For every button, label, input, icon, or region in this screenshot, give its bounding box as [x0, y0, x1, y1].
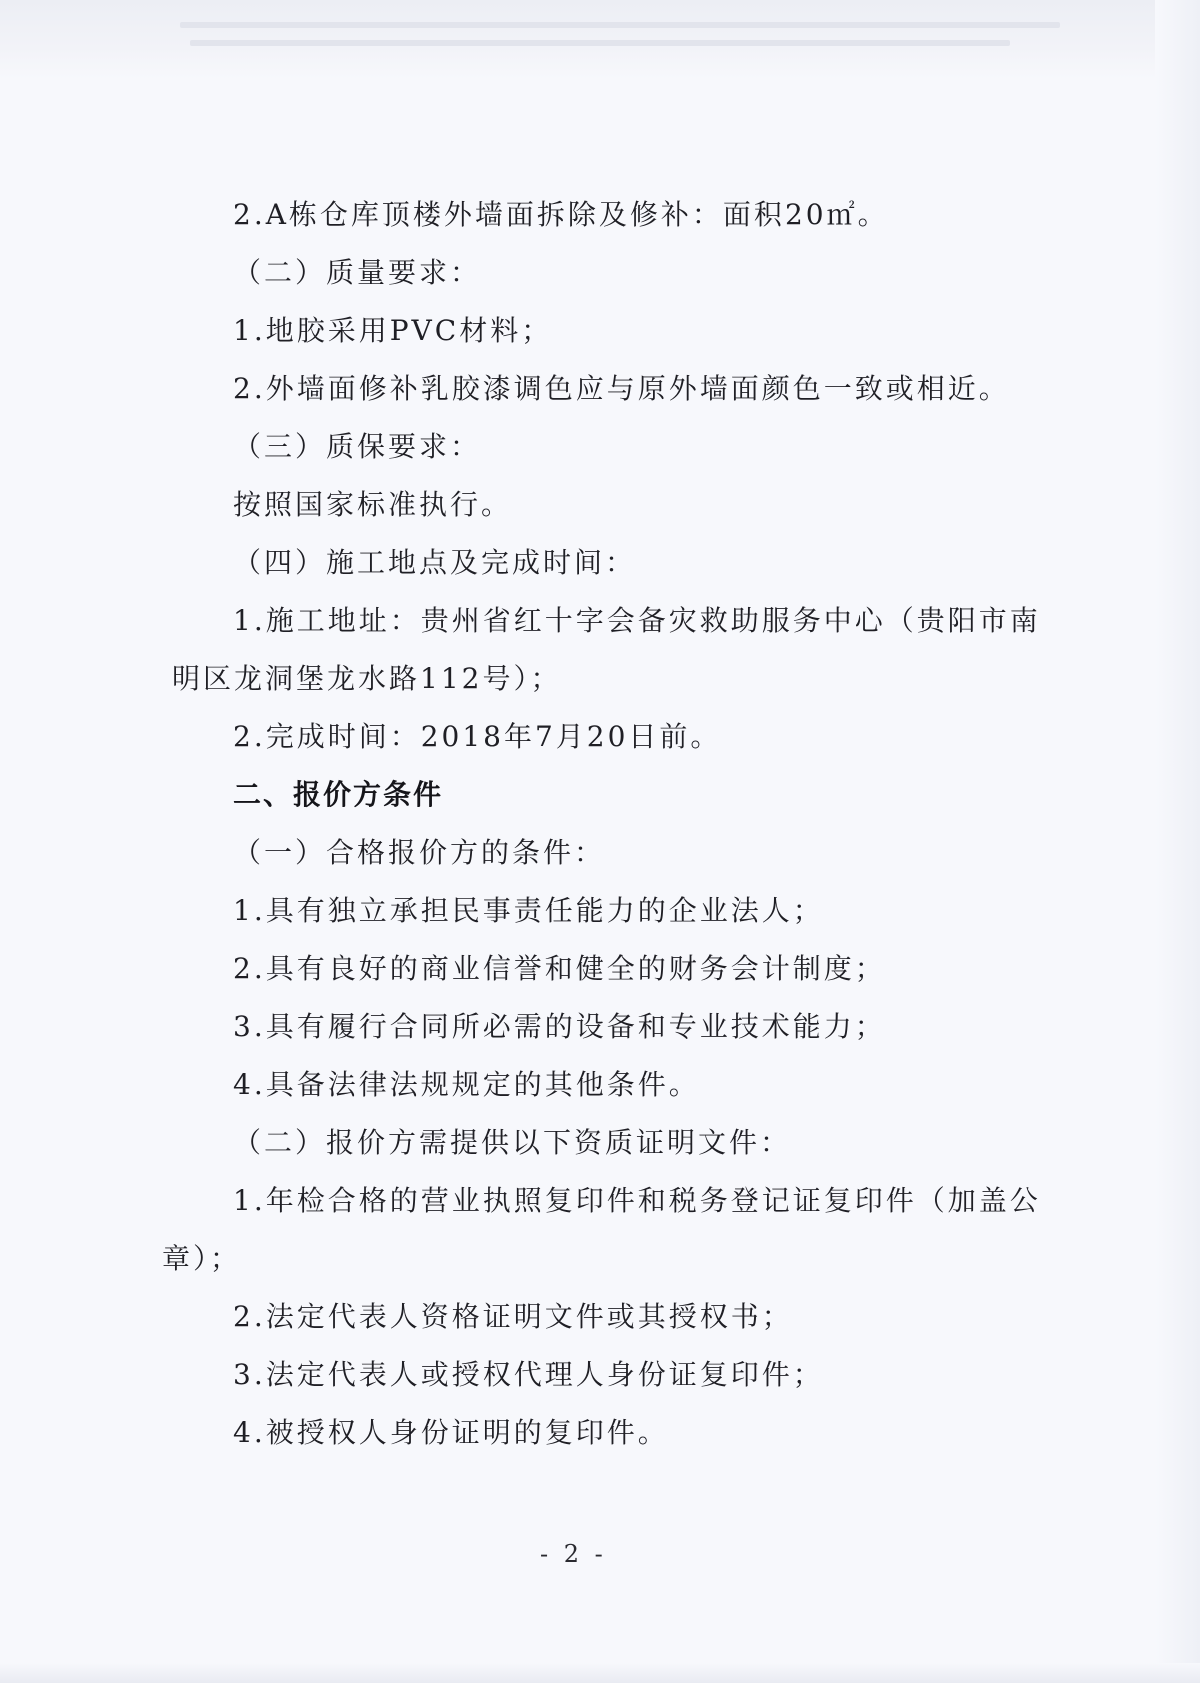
scan-top-artifact: [0, 0, 1200, 80]
body-line: 1.年检合格的营业执照复印件和税务登记证复印件（加盖公: [233, 1184, 1041, 1217]
ghost-text-line: [180, 22, 1060, 28]
body-line: 2.A栋仓库顶楼外墙面拆除及修补：面积20㎡。: [233, 198, 889, 231]
scan-right-edge: [1155, 0, 1200, 1683]
scan-bottom-edge: [0, 1663, 1200, 1683]
body-line: 2.具有良好的商业信誉和健全的财务会计制度；: [233, 952, 886, 985]
body-line: 2.完成时间：2018年7月20日前。: [233, 720, 722, 753]
body-line: 1.具有独立承担民事责任能力的企业法人；: [233, 894, 824, 927]
page-number: - 2 -: [540, 1540, 607, 1568]
body-line: 2.法定代表人资格证明文件或其授权书；: [233, 1300, 793, 1333]
body-line-continuation: 明区龙洞堡龙水路112号）；: [172, 662, 562, 695]
body-line: 2.外墙面修补乳胶漆调色应与原外墙面颜色一致或相近。: [233, 372, 1010, 405]
section-subheading: （二）质量要求：: [233, 256, 482, 289]
section-subheading: （一）合格报价方的条件：: [233, 836, 606, 869]
body-line: 1.施工地址：贵州省红十字会备灾救助服务中心（贵阳市南: [233, 604, 1041, 637]
section-subheading: （三）质保要求：: [233, 430, 482, 463]
body-line: 1.地胶采用PVC材料；: [233, 314, 553, 347]
body-line: 4.被授权人身份证明的复印件。: [233, 1416, 669, 1449]
body-line: 4.具备法律法规规定的其他条件。: [233, 1068, 700, 1101]
body-line-continuation: 章）；: [162, 1242, 242, 1275]
section-subheading: （四）施工地点及完成时间：: [233, 546, 637, 579]
section-heading: 二、报价方条件: [233, 778, 444, 811]
section-subheading: （二）报价方需提供以下资质证明文件：: [233, 1126, 792, 1159]
ghost-text-line: [190, 40, 1010, 46]
body-line: 3.具有履行合同所必需的设备和专业技术能力；: [233, 1010, 886, 1043]
body-line: 3.法定代表人或授权代理人身份证复印件；: [233, 1358, 824, 1391]
body-line: 按照国家标准执行。: [233, 488, 513, 521]
